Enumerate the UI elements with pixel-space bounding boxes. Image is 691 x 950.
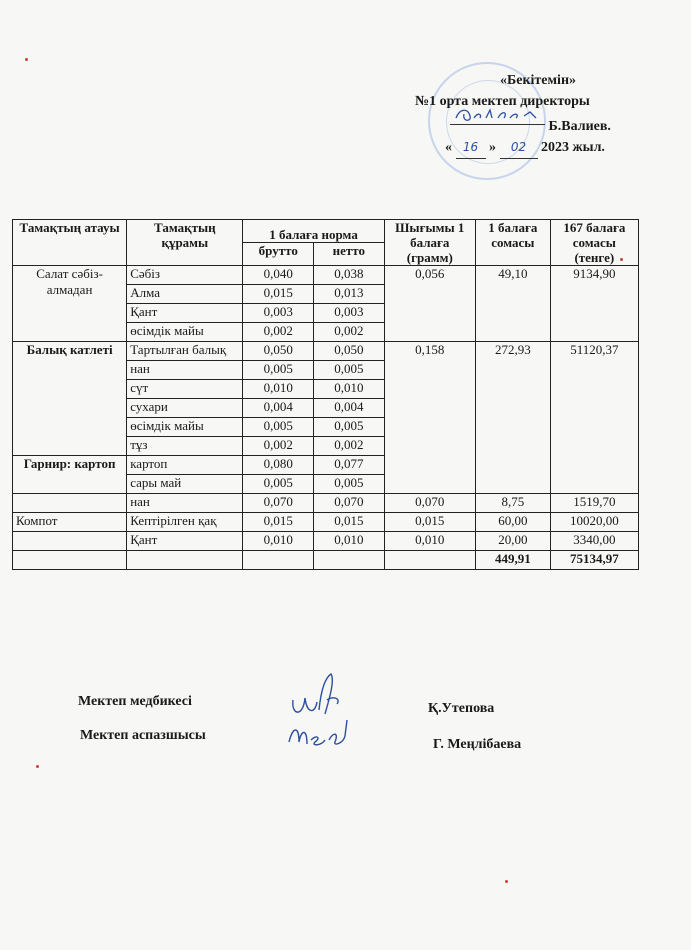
director-name: Б.Валиев. — [548, 119, 611, 134]
totals-row — [13, 551, 639, 570]
header-cost-one: 1 балаға сомасы — [475, 220, 550, 266]
total-cost-one: 449,91 — [475, 551, 550, 570]
brutto: 0,004 — [243, 399, 314, 418]
date-day: 16 — [456, 137, 486, 159]
ingredient: тұз — [127, 437, 243, 456]
total-cost-total: 75134,97 — [550, 551, 638, 570]
header-norm: 1 балаға норма — [243, 220, 384, 243]
ingredient: өсімдік майы — [127, 323, 243, 342]
brutto: 0,040 — [243, 266, 314, 285]
yield: 0,056 — [384, 266, 475, 342]
yield: 0,070 — [384, 494, 475, 513]
cost-total: 9134,90 — [550, 266, 638, 342]
header-dish-name: Тамақтың атауы — [13, 220, 127, 266]
header-brutto: брутто — [243, 243, 314, 266]
cost-one: 272,93 — [475, 342, 550, 494]
brutto: 0,080 — [243, 456, 314, 475]
ingredient: нан — [127, 361, 243, 380]
netto: 0,010 — [314, 380, 385, 399]
netto: 0,013 — [314, 285, 385, 304]
netto: 0,005 — [314, 361, 385, 380]
cost-one: 49,10 — [475, 266, 550, 342]
ingredient: Тартылған балық — [127, 342, 243, 361]
header-composition: Тамақтың құрамы — [127, 220, 243, 266]
scan-speck — [505, 880, 508, 883]
cost-total: 51120,37 — [550, 342, 638, 494]
cook-name: Г. Меңлібаева — [433, 737, 522, 752]
approval-signature-line — [400, 112, 630, 137]
dish-name: Компот — [13, 513, 127, 532]
netto: 0,002 — [314, 323, 385, 342]
brutto: 0,005 — [243, 361, 314, 380]
brutto: 0,010 — [243, 380, 314, 399]
ingredient: картоп — [127, 456, 243, 475]
yield: 0,015 — [384, 513, 475, 532]
brutto: 0,015 — [243, 513, 314, 532]
ingredient: Қант — [127, 532, 243, 551]
nurse-signature-icon — [293, 674, 338, 714]
dish-name: Салат сәбіз-алмадан — [13, 266, 127, 342]
scan-speck — [36, 765, 39, 768]
brutto: 0,005 — [243, 475, 314, 494]
brutto: 0,010 — [243, 532, 314, 551]
brutto: 0,005 — [243, 418, 314, 437]
ingredient: нан — [127, 494, 243, 513]
netto: 0,003 — [314, 304, 385, 323]
netto: 0,038 — [314, 266, 385, 285]
approval-block — [400, 70, 630, 159]
director-signature-icon — [450, 106, 545, 124]
table-row — [13, 494, 639, 513]
header-yield: Шығымы 1 балаға (грамм) — [384, 220, 475, 266]
ingredient: Кептірілген қақ — [127, 513, 243, 532]
scan-speck — [25, 58, 28, 61]
yield: 0,010 — [384, 532, 475, 551]
table-row — [13, 513, 639, 532]
cost-total: 1519,70 — [550, 494, 638, 513]
nurse-role: Мектеп медбикесі — [78, 694, 192, 709]
date-year: 2023 жыл. — [541, 140, 605, 155]
netto: 0,005 — [314, 418, 385, 437]
nurse-name: Қ.Утепова — [428, 701, 495, 716]
approval-title: «Бекітемін» — [500, 73, 577, 88]
approval-date: « 16 » 02 2023 жыл. — [400, 137, 630, 159]
cost-one: 60,00 — [475, 513, 550, 532]
brutto: 0,002 — [243, 323, 314, 342]
ingredient: өсімдік майы — [127, 418, 243, 437]
dish-name — [13, 532, 127, 551]
staff-signatures — [285, 670, 355, 755]
netto: 0,005 — [314, 475, 385, 494]
netto: 0,015 — [314, 513, 385, 532]
cost-one: 8,75 — [475, 494, 550, 513]
cost-one: 20,00 — [475, 532, 550, 551]
brutto: 0,070 — [243, 494, 314, 513]
ingredient: сары май — [127, 475, 243, 494]
dish-name — [13, 494, 127, 513]
brutto: 0,050 — [243, 342, 314, 361]
approval-position: №1 орта мектеп директоры — [415, 94, 590, 109]
netto: 0,077 — [314, 456, 385, 475]
brutto: 0,002 — [243, 437, 314, 456]
header-netto: нетто — [314, 243, 385, 266]
table-row — [13, 266, 639, 285]
table-row — [13, 342, 639, 361]
menu-cost-table — [12, 219, 639, 570]
brutto: 0,015 — [243, 285, 314, 304]
cost-total: 10020,00 — [550, 513, 638, 532]
dish-name: Гарнир: картоп — [13, 456, 127, 494]
ingredient: сухари — [127, 399, 243, 418]
netto: 0,002 — [314, 437, 385, 456]
brutto: 0,003 — [243, 304, 314, 323]
date-month: 02 — [500, 137, 538, 159]
netto: 0,050 — [314, 342, 385, 361]
director-signature — [450, 112, 545, 125]
netto: 0,010 — [314, 532, 385, 551]
netto: 0,070 — [314, 494, 385, 513]
cook-signature-icon — [289, 720, 347, 745]
scan-speck — [620, 258, 623, 261]
cook-role: Мектеп аспазшысы — [80, 728, 206, 743]
dish-name: Балық катлеті — [13, 342, 127, 456]
ingredient: сүт — [127, 380, 243, 399]
header-cost-total: 167 балаға сомасы (тенге) — [550, 220, 638, 266]
table-row — [13, 532, 639, 551]
cost-total: 3340,00 — [550, 532, 638, 551]
ingredient: Алма — [127, 285, 243, 304]
ingredient: Қант — [127, 304, 243, 323]
ingredient: Сәбіз — [127, 266, 243, 285]
yield: 0,158 — [384, 342, 475, 494]
netto: 0,004 — [314, 399, 385, 418]
